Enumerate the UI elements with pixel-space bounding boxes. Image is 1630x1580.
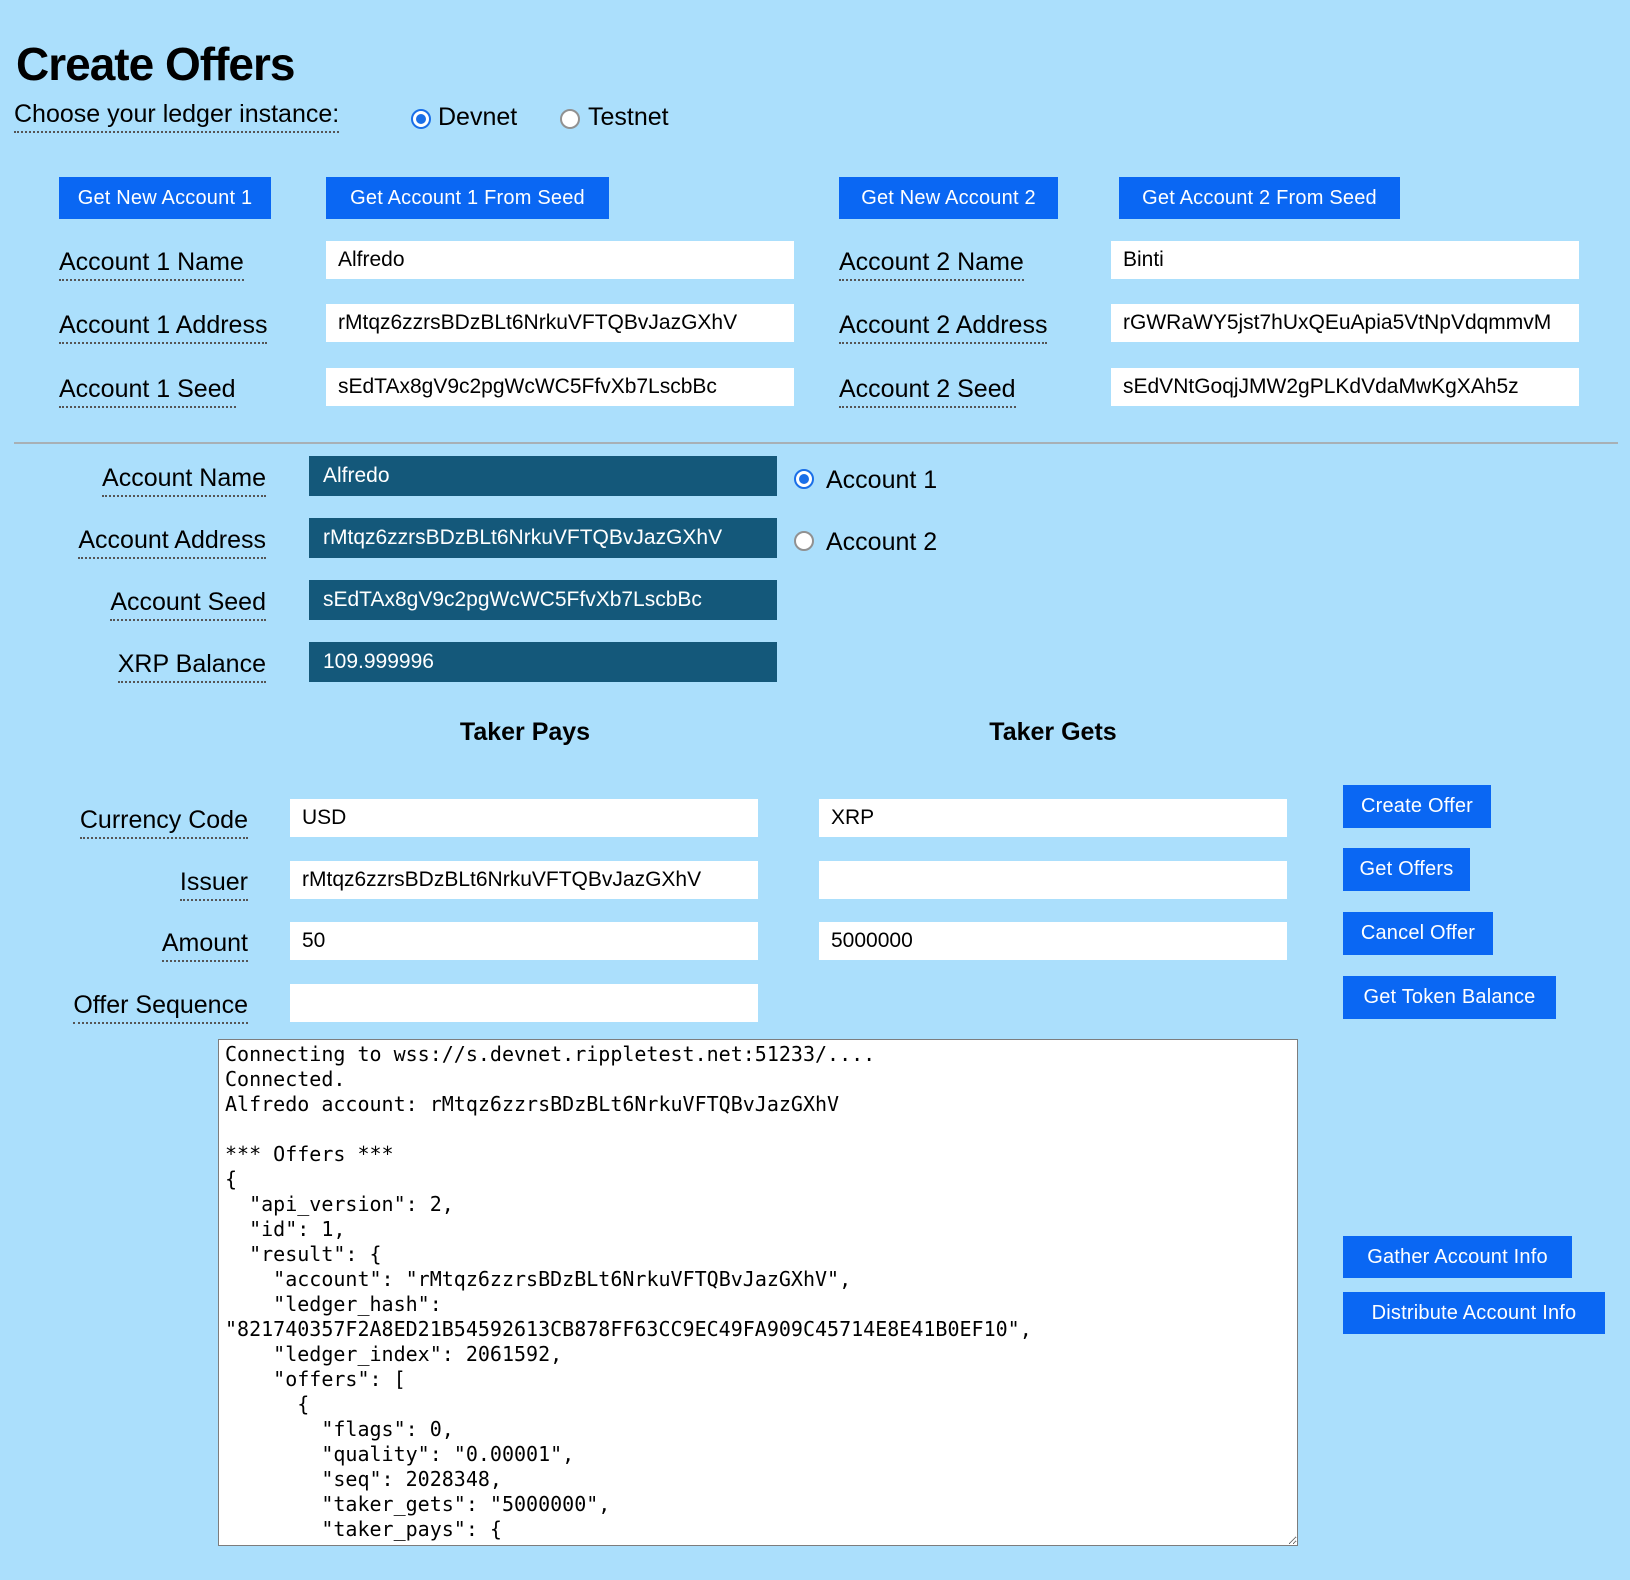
account2-name-input[interactable]	[1111, 241, 1579, 279]
offer-sequence-input[interactable]	[290, 984, 758, 1022]
account1-address-input[interactable]	[326, 304, 794, 342]
taker-gets-currency-input[interactable]	[819, 799, 1287, 837]
section-divider	[14, 442, 1618, 444]
offer-sequence-label: Offer Sequence	[73, 991, 248, 1024]
account2-address-label: Account 2 Address	[839, 311, 1047, 344]
account-address-label: Account Address	[78, 526, 266, 559]
account1-name-label: Account 1 Name	[59, 248, 244, 281]
account2-seed-label: Account 2 Seed	[839, 375, 1016, 408]
account1-select-radio-label: Account 1	[826, 466, 938, 494]
results-textarea[interactable]	[218, 1039, 1298, 1546]
account-address-field[interactable]	[309, 518, 777, 558]
account2-name-label: Account 2 Name	[839, 248, 1024, 281]
get-offers-button[interactable]: Get Offers	[1343, 848, 1470, 891]
taker-gets-heading: Taker Gets	[989, 718, 1117, 746]
account1-address-label: Account 1 Address	[59, 311, 267, 344]
account1-seed-label: Account 1 Seed	[59, 375, 236, 408]
amount-label: Amount	[162, 929, 248, 962]
taker-pays-heading: Taker Pays	[459, 718, 591, 746]
account1-name-input[interactable]	[326, 241, 794, 279]
devnet-radio[interactable]	[411, 109, 431, 129]
issuer-label: Issuer	[180, 868, 248, 901]
account-name-label: Account Name	[102, 464, 266, 497]
account2-select-radio-label: Account 2	[826, 528, 938, 556]
ledger-instance-label: Choose your ledger instance:	[14, 100, 339, 133]
taker-pays-issuer-input[interactable]	[290, 861, 758, 899]
get-new-account1-button[interactable]: Get New Account 1	[59, 177, 271, 219]
taker-pays-currency-input[interactable]	[290, 799, 758, 837]
get-account1-from-seed-button[interactable]: Get Account 1 From Seed	[326, 177, 609, 219]
account-seed-field[interactable]	[309, 580, 777, 620]
devnet-radio-label: Devnet	[438, 103, 518, 131]
create-offer-button[interactable]: Create Offer	[1343, 785, 1491, 828]
account-seed-label: Account Seed	[110, 588, 266, 621]
taker-gets-issuer-input[interactable]	[819, 861, 1287, 899]
currency-code-label: Currency Code	[80, 806, 248, 839]
page-title: Create Offers	[16, 37, 295, 90]
account1-select-radio[interactable]	[794, 469, 814, 489]
get-account2-from-seed-button[interactable]: Get Account 2 From Seed	[1119, 177, 1400, 219]
taker-gets-amount-input[interactable]	[819, 922, 1287, 960]
xrp-balance-label: XRP Balance	[118, 650, 266, 683]
account-name-field[interactable]	[309, 456, 777, 496]
account2-seed-input[interactable]	[1111, 368, 1579, 406]
account2-address-input[interactable]	[1111, 304, 1579, 342]
distribute-account-info-button[interactable]: Distribute Account Info	[1343, 1292, 1605, 1334]
testnet-radio-label: Testnet	[588, 103, 669, 131]
taker-pays-amount-input[interactable]	[290, 922, 758, 960]
get-token-balance-button[interactable]: Get Token Balance	[1343, 976, 1556, 1019]
testnet-radio[interactable]	[560, 109, 580, 129]
gather-account-info-button[interactable]: Gather Account Info	[1343, 1236, 1572, 1278]
cancel-offer-button[interactable]: Cancel Offer	[1343, 912, 1493, 955]
xrp-balance-field[interactable]	[309, 642, 777, 682]
account1-seed-input[interactable]	[326, 368, 794, 406]
account2-select-radio[interactable]	[794, 531, 814, 551]
get-new-account2-button[interactable]: Get New Account 2	[839, 177, 1058, 219]
